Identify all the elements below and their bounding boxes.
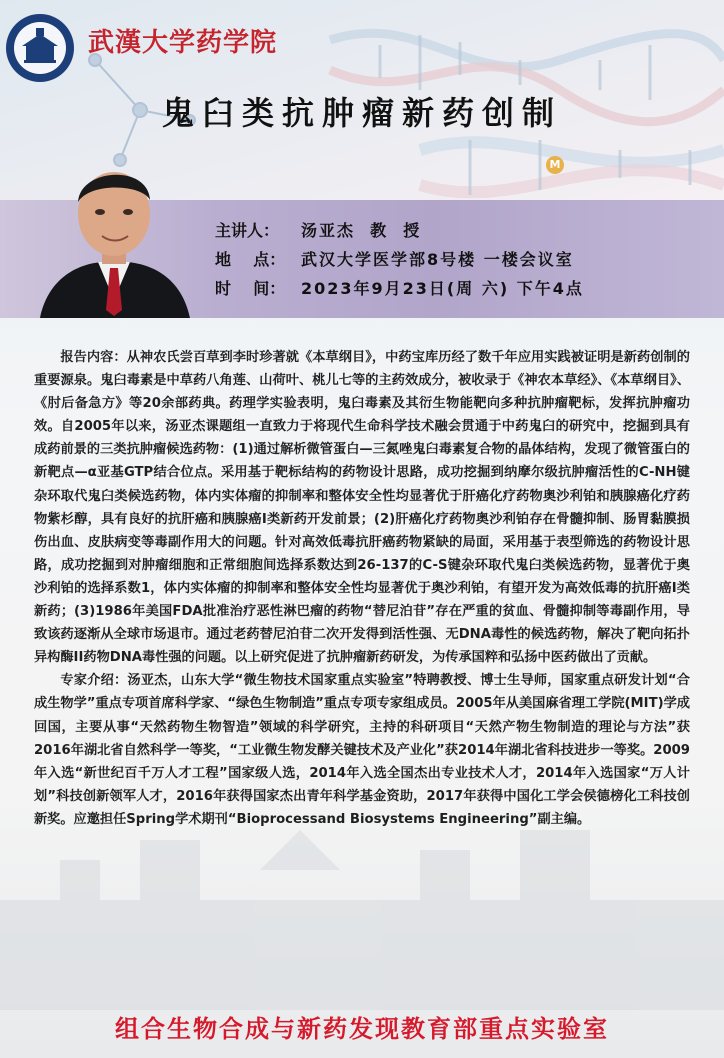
- report-paragraph: 报告内容：从神农氏尝百草到李时珍著就《本草纲目》，中药宝库历经了数千年应用实践被证明是新药创制的重要源泉。鬼臼毒素是中草药八角莲、山荷叶、桃儿七等的主药效成分，被收录于《神农本草经》、《本草纲目》、《肘后备急方》等20余部药典。药理学实验表明，鬼臼毒素及其衍生物能靶向多种抗肿瘤靶标，发挥抗肿瘤功效。自2005年以来，汤亚杰课题组一直致力于将现代生命科学技术融会贯通于中药鬼臼的研究中，挖掘到具有成药前景的三类抗肿瘤候选药物：(1)通过解析微管蛋白—三氮唑鬼臼毒素复合物的晶体结构，发现了微管蛋白的新靶点—α亚基GTP结合位点。采用基于靶标结构的药物设计思路，成功挖掘到纳摩尔级抗肿瘤活性的C-NH键杂环取代鬼臼类候选药物，体内实体瘤的抑制率和整体安全性均显著优于肝癌化疗药物奥沙利铂和胰腺癌化疗药物紫杉醇，具有良好的抗肝癌和胰腺癌I类新药开发前景；(2)肝癌化疗药物奥沙利铂存在骨髓抑制、肠胃黏膜损伤出血、皮肤病变等毒副作用大的问题。针对高效低毒抗肝癌药物紧缺的局面，采用基于表型筛选的药物设计思路，成功挖掘到对肿瘤细胞和正常细胞间选择系数达到26-137的C-S键杂环取代鬼臼类候选药物，显著优于奥沙利铂的选择系数1，体内实体瘤的抑制率和整体安全性均显著优于奥沙利铂，有望开发为高效低毒的抗肝癌I类新药；(3)1986年美国FDA批准治疗恶性淋巴瘤的药物“替尼泊苷”存在严重的贫血、骨髓抑制等毒副作用，导致该药逐渐从全球市场退市。通过老药替尼泊苷二次开发得到活性强、无DNA毒性的候选药物，解决了靶向拓扑异构酶II药物DNA毒性强的问题。以上研究促进了抗肿瘤新药研发，为传承国粹和弘扬中医药做出了贡献。: [34, 350, 690, 666]
- page-title: 鬼臼类抗肿瘤新药创制: [161, 94, 562, 132]
- body-text: [34, 346, 690, 831]
- location-row: [215, 245, 584, 274]
- speaker-photo: [30, 150, 198, 318]
- time-label: 时 间：: [215, 279, 286, 298]
- location-value: 武汉大学医学部8号楼 一楼会议室: [301, 250, 574, 269]
- m-badge-icon: M: [546, 156, 564, 174]
- school-name: 武漢大学药学院: [88, 28, 278, 58]
- expert-paragraph: 专家介绍：汤亚杰，山东大学“微生物技术国家重点实验室”特聘教授、博士生导师，国家重点研发计划“合成生物学”重点专项首席科学家、“绿色生物制造”重点专项专家组成员。2005年从美国麻省理工学院(MIT)学成回国，主要从事“天然药物生物智造”领域的科学研究，主持的科研项目“天然产物生物制造的理论与方法”获2016年湖北省自然科学一等奖，“工业微生物发酵关键技术及产业化”获2014年湖北省科技进步一等奖。2009年入选“新世纪百千万人才工程”国家级人选，2014年入选全国杰出专业技术人才，2014年入选国家“万人计划”科技创新领军人才，2016年获得国家杰出青年科学基金资助，2017年获得中国化工学会侯德榜化工科技创新奖。应邀担任Spring学术期刊“Bioprocessand Biosystems Engineering”副主编。: [34, 673, 690, 827]
- location-label: 地 点：: [215, 250, 286, 269]
- footer-lab-name: 组合生物合成与新药发现教育部重点实验室: [115, 1015, 609, 1043]
- speaker-row: [215, 216, 584, 245]
- time-value: 2023年9月23日(周 六) 下午4点: [301, 279, 584, 298]
- speaker-label: 主讲人：: [215, 221, 280, 240]
- speaker-value: 汤亚杰 教 授: [301, 221, 422, 240]
- time-row: [215, 274, 584, 303]
- event-info: [215, 216, 584, 303]
- university-logo: [4, 12, 76, 84]
